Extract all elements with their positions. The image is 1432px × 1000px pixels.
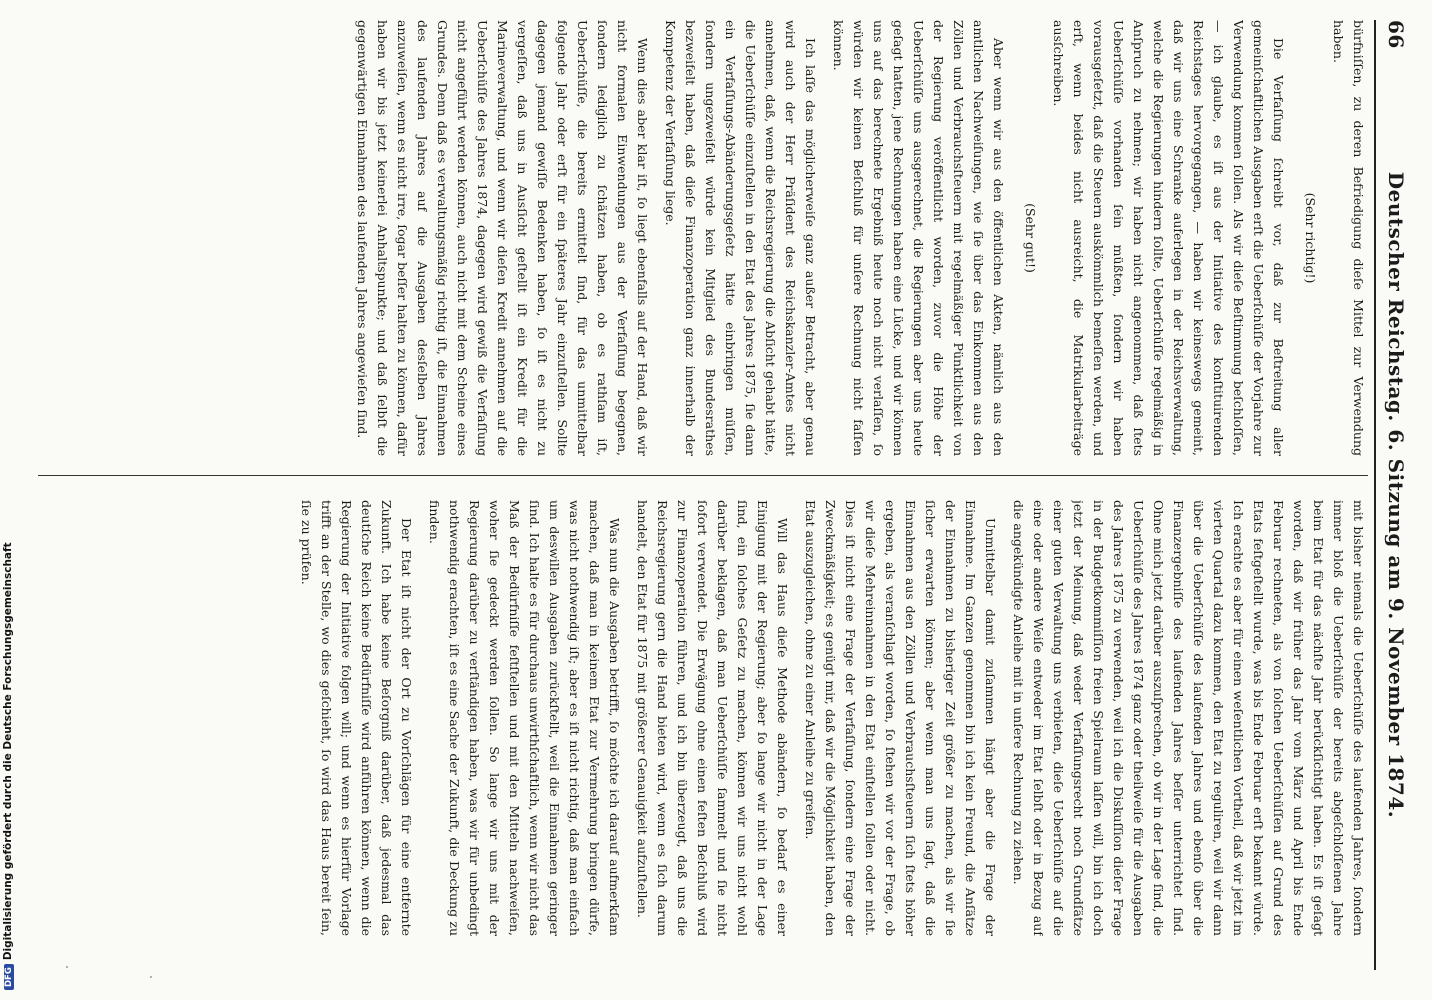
paragraph: mit bisher niemals die Ueberſchüſſe des laufenden Jahres, ſondern immer bloß die Ueberſchüſſe der bereits abgeſchloſſenen Jahre beim Etat für das nächſte Jahr berückſichtigt haben. Es iſt geſagt worden, daß wir früher das Jahr vom März und April bis Ende Februar rechneten, als von ſolchen Ueberſchüſſen auf Grund des Etats feſtgeſtellt wurde, was bis Ende Februar erſt bekannt würde. Ich erachte es aber für einen weſentlichen Vortheil, daß wir jetzt im vierten Quartal dazu kommen, den Etat zu reguliren, weil wir dann über die Ueberſchüſſe des laufenden Jahres und ebenſo über die Finanzergebniſſe des laufenden Jahres beſſer unterrichtet ſind. Ohne mich jetzt darüber auszuſprechen, ob wir in der Lage ſind, die Ueberſchüſſe des Jahres 1874 ganz oder theilweiſe für die Ausgaben des Jahres 1875 zu verwenden, weil ich die Diskuſſion dieſer Frage in der Budgetkommiſſion freien Spielraum laſſen will, bin ich doch jetzt der Meinung, daß weder Verfaſſungsrecht noch Grundſätze einer guten Verwaltung uns verbieten, dieſe Ueberſchüſſe auf die eine oder andere Weiſe entweder im Etat ſelbſt oder in Bezug auf die angekündigte Anleihe mit in unſere Rechnung zu ziehen. — [1011, 500, 1366, 936]
paragraph: Was nun die Ausgaben betrifft, ſo möchte ich darauf aufmerkſam machen, daß man in keinem Etat zur Vermehrung bringen dürfe, was nicht nothwendig iſt; aber es iſt nicht richtig, daß man einfach um deswillen Ausgaben zurückſtellt, weil die Einnahmen geringer ſind. Ich halte es für durchaus unwirthſchaftlich, wenn wir nicht das Maß der Bedürfniſſe feſtſtellen und mit den Mitteln nachweiſen, woher ſie gedeckt werden ſollen. So lange wir uns mit der Regierung darüber zu verſtändigen haben, was wir für unbedingt nothwendig erachten, iſt es eine Sache der Zukunft, die Deckung zu finden. — [427, 500, 622, 936]
paragraph: bürfniſſen, zu deren Befriedigung dieſe Mittel zur Verwendung haben. — [1331, 20, 1366, 456]
paragraph: Unmittelbar damit zuſammen hängt aber die Frage der Einnahme. Im Ganzen genommen bin ich kein Freund, die Anſätze der Einnahmen zu bisheriger Zeit größer zu machen, als wir ſie ſicher erwarten können; aber wenn man uns ſagt, daß die Einnahmen aus den Zöllen und Verbrauchsſteuern ſich ſtets höher ergeben, als veranſchlagt worden, ſo ſtehen wir vor der Frage, ob wir dieſe Mehreinnahmen in den Etat einſtellen ſollen oder nicht. Dies iſt nicht eine Frage der Verfaſſung, ſondern eine Frage der Zweckmäßigkeit; es genügt mir, daß wir die Möglichkeit haben, den Etat auszugleichen, ohne zu einer Anleihe zu greifen. — [803, 500, 998, 936]
running-header — [1380, 20, 1414, 970]
interjection: (Sehr gut!) — [1023, 203, 1038, 273]
paragraph: Der Etat iſt nicht der Ort zu Vorſchlägen für eine entfernte Zukunft. Ich habe keine Beſorgniß darüber, daß jedesmal das deutſche Reich keine Bedürfniſſe wird anführen können, wenn die Regierung der Initiative folgen will; und wenn es hierfür Vorlage trifft an der Stelle, wo dies geſchieht, ſo wird das Haus bereit ſein, ſie zu prüfen. — [299, 500, 414, 936]
page-number: 66 — [1384, 20, 1408, 49]
paragraph: Wenn dies aber klar iſt, ſo liegt ebenfalls auf der Hand, daß wir nicht formalen Einwendungen aus der Verfaſſung begegnen, ſondern lediglich zu ſchätzen haben, ob es rathſam iſt, Ueberſchüſſe, die bereits ermittelt ſind, für das unmittelbar folgende Jahr oder erſt für ein ſpäteres Jahr einzuſtellen. Sollte dagegen jemand gewiſſe Bedenken haben, ſo iſt es nicht zu vergeſſen, daß uns in Ausſicht geſtellt iſt ein Kredit für die Marineverwaltung, und wenn wir dieſen Kredit annehmen auf die Ueberſchüſſe des Jahres 1874, dagegen wird gewiß die Verfaſſung nicht angeführt werden können, auch nicht mit dem Scheine eines Grundes. Denn daß es verwaltungsmäßig richtig iſt, die Einnahmen des laufenden Jahres auf die Ausgaben desſelben Jahres anzuweiſen, wenn es nicht irre, ſogar beſſer halten zu können, dafür haben wir bis jetzt keinerlei Anhaltspunkte; und daß ſelbſt die gegenwärtigen Einnahmen des laufenden Jahres angewieſen ſind. — [355, 20, 650, 456]
scan-speck — [66, 966, 68, 968]
column-divider — [38, 475, 1368, 476]
dfg-logo: DFG — [4, 964, 14, 990]
digitization-credit — [2, 350, 14, 990]
credit-text: Digitalisierung gefördert durch die Deutsche Forschungsgemeinschaft — [2, 542, 14, 961]
scan-speck — [150, 976, 152, 978]
left-column — [38, 20, 1368, 456]
paragraph: Die Verfaſſung ſchreibt vor, daß zur Beſtreitung aller gemeinſchaftlichen Ausgaben erſt die Ueberſchüſſe der Vorjahre zur Verwendung kommen ſollen. Als wir dieſe Beſtimmung beſchloſſen, — ich glaube, es iſt aus der Initiative des konſtituirenden Reichstages hervorgegangen, — haben wir keineswegs gemeint, daß wir uns eine Schranke auferlegen in der Reichsverwaltung, welche die Regierungen hindern ſollte, Ueberſchüſſe regelmäßig in Anſpruch zu nehmen; wir haben nicht angenommen, daß ſtets Ueberſchüſſe vorhanden ſein müßten, ſondern wir haben vorausgeſetzt, daß die Steuern auskömmlich bemeſſen werden, und erſt, wenn beides nicht ausreicht, die Matrikularbeiträge ausſchreiben. — [1051, 20, 1286, 456]
right-column — [38, 500, 1368, 936]
header-rule — [1374, 20, 1376, 970]
running-title: Deutscher Reichstag. 6. Sitzung am 9. November 1874. — [1384, 171, 1408, 819]
interjection: (Sehr richtig!) — [1303, 192, 1318, 284]
paragraph: Ich laſſe das möglicherweiſe ganz außer Betracht, aber genau wird auch der Herr Präſident des Reichskanzler-Amtes nicht annehmen, daß, wenn die Reichsregierung die Abſicht gehabt hätte, die Ueberſchüſſe einzuſtellen in den Etat des Jahres 1875, ſie dann ein Verfaſſungs-Abänderungsgeſetz hätte einbringen müſſen, ſondern ungezweifelt würde kein Mitglied des Bundesrathes bezweifelt haben, daß dieſe Finanzoperation ganz innerhalb der Kompetenz der Verfaſſung liege. — [663, 20, 818, 456]
paragraph: Will das Haus dieſe Methode abändern, ſo bedarf es einer Einigung mit der Regierung; aber ſo lange wir nicht in der Lage ſind, ein ſolches Geſetz zu machen, können wir uns nicht wohl darüber beklagen, daß man Ueberſchüſſe ſammelt und ſie nicht ſofort verwendet. Die Erwägung ohne einen feſten Beſchluß wird zur Finanzoperation führen, und ich bin überzeugt, daß uns die Reichsregierung gern die Hand bieten wird, wenn es ſich darum handelt, den Etat für 1875 mit größerer Genauigkeit aufzuſtellen. — [635, 500, 790, 936]
paragraph: Aber wenn wir aus den öffentlichen Akten, nämlich aus den amtlichen Nachweiſungen, wie ſie über das Einkommen aus den Zöllen und Verbrauchsſteuern mit regelmäßiger Pünktlichkeit von der Regierung veröffentlicht worden, zuvor die Höhe der Ueberſchüſſe uns ausgerechnet, die Regierungen aber uns heute geſagt hatten, jene Rechnungen haben eine Lücke, und wir können uns auf das berechnete Ergebniß heute noch nicht verlaſſen, ſo würden wir keinen Beſchluß für unſere Rechnung nicht faſſen können. — [831, 20, 1006, 456]
